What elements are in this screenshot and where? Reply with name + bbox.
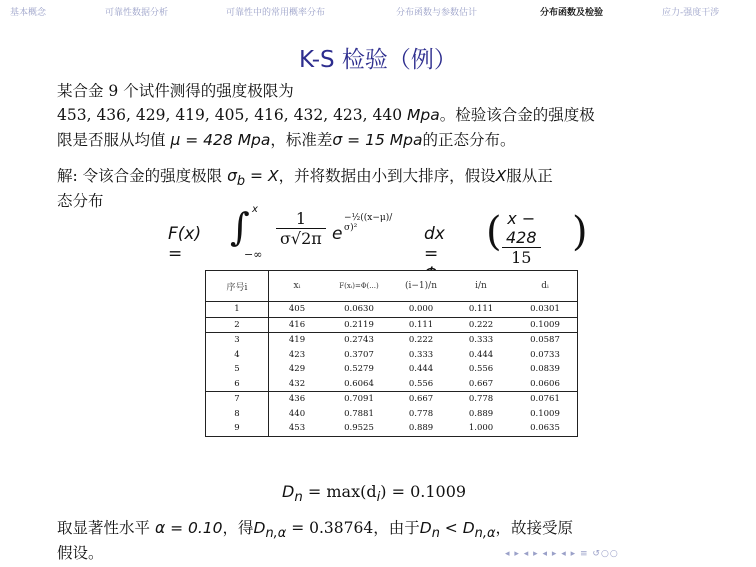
table-cell: 0.556	[468, 364, 494, 375]
unit-mpa: Mpa	[407, 106, 440, 124]
table-cell: 0.889	[468, 408, 494, 419]
problem-line-2	[57, 103, 595, 125]
sigma-value: σ = 15	[332, 131, 385, 149]
table-cell: 2	[206, 317, 269, 333]
mean-value: μ = 428	[170, 131, 233, 149]
table-cell: 0.000	[393, 302, 449, 318]
integral-sign-icon: ∫	[230, 205, 250, 249]
variable-x: X	[267, 167, 279, 185]
table-cell: 0.7091	[344, 394, 374, 405]
integral-upper-limit: x	[252, 204, 258, 215]
table-cell: 429	[288, 364, 306, 375]
table-cell: 1	[206, 302, 269, 318]
dn-value: ) = 0.1009	[380, 482, 467, 501]
table-cell: 0.6064	[325, 377, 393, 392]
col-header-index: 序号i	[206, 271, 269, 302]
table-row	[206, 392, 578, 407]
table-row	[206, 317, 578, 333]
table-cell: 432	[269, 377, 326, 392]
table-cell: 0.1009	[513, 317, 578, 333]
conclusion-text: ，得	[222, 519, 254, 537]
table-cell: 1.000	[468, 423, 494, 434]
problem-line-3	[57, 128, 515, 150]
table-cell: 0.889	[408, 423, 434, 434]
unit-mpa: Mpa	[237, 131, 271, 149]
table-cell: 423	[288, 349, 306, 360]
subscript: i	[376, 490, 381, 506]
table-cell: 0.667	[449, 377, 513, 392]
problem-line-1: 某合金 9 个试件测得的强度极限为	[57, 82, 294, 100]
right-paren: )	[572, 209, 588, 255]
conclusion-line-1	[57, 516, 573, 541]
subscript: n	[294, 490, 303, 506]
table-cell: 436	[288, 394, 306, 405]
col-header-cdf: F(xᵢ)=Φ(...)	[325, 271, 393, 302]
solution-line-2: 态分布	[57, 192, 104, 210]
slide-title: K-S 检验（例）	[299, 47, 457, 73]
table-cell: 0.2743	[344, 335, 374, 346]
table-row	[206, 421, 578, 436]
table-cell: 0.2119	[325, 317, 393, 333]
solution-line-1	[57, 164, 553, 189]
conclusion-text: ，由于	[373, 519, 420, 537]
table-cell: 0.0301	[513, 302, 578, 318]
table-cell: 8	[206, 407, 269, 422]
problem-line-2-tail: 。检验该合金的强度极	[439, 106, 595, 124]
critical-value: = 0.38764	[286, 519, 374, 537]
table-cell: 0.333	[468, 335, 494, 346]
table-row	[206, 348, 578, 363]
col-header-x: xᵢ	[269, 271, 326, 302]
conclusion-line-2: 假设。	[57, 544, 104, 562]
variable-x: X	[495, 167, 507, 185]
integral-lower-limit: −∞	[244, 248, 263, 261]
table-cell: 0.444	[468, 349, 494, 360]
dn-max: = max(d	[302, 482, 377, 501]
table-cell: 0.667	[408, 394, 434, 405]
table-cell: 0.222	[408, 335, 434, 346]
nav-item-reliability-data-analysis[interactable]: 可靠性数据分析	[105, 8, 169, 18]
problem-text: ，标准差	[270, 131, 333, 149]
nav-item-distribution-parameter-estimation[interactable]: 分布函数与参数估计	[396, 8, 478, 18]
subscript: b	[236, 174, 246, 190]
alpha-value: α = 0.10	[154, 519, 223, 537]
table-cell: 419	[288, 335, 306, 346]
table-cell: 0.0761	[530, 394, 560, 405]
dn-symbol: D	[419, 519, 432, 537]
phi-argument	[502, 209, 541, 267]
formula-lhs: F(x) =	[168, 224, 202, 264]
table-cell: 0.333	[408, 349, 434, 360]
table-cell: 7	[206, 392, 269, 407]
table-cell: 9	[206, 421, 269, 436]
problem-text: 的正态分布。	[422, 131, 516, 149]
table-row	[206, 362, 578, 377]
table-cell: 0.0839	[530, 364, 560, 375]
table-row	[206, 333, 578, 348]
dn-result	[282, 482, 466, 505]
table-cell: 0.778	[468, 394, 494, 405]
normal-coefficient	[276, 209, 326, 248]
table-cell: 0.0587	[530, 335, 560, 346]
solution-text: ，并将数据由小到大排序，假设	[278, 167, 496, 185]
table-cell: 0.1009	[530, 408, 560, 419]
critical-symbol: D	[253, 519, 266, 537]
strength-values: 453, 436, 429, 419, 405, 416, 432, 423, 440	[57, 106, 403, 124]
nav-item-basic-concepts[interactable]: 基本概念	[10, 8, 47, 18]
section-nav-bar	[0, 0, 756, 22]
table-cell: 0.556	[393, 377, 449, 392]
table-cell: 0.0606	[513, 377, 578, 392]
less-than: <	[439, 519, 463, 537]
table-cell: 453	[288, 423, 306, 434]
nav-item-stress-strength-interference[interactable]: 应力-强度干涉	[662, 8, 720, 18]
table-cell: 0.0733	[530, 349, 560, 360]
table-cell: 0.7881	[344, 408, 374, 419]
table-row	[206, 377, 578, 392]
table-cell: 0.444	[408, 364, 434, 375]
col-header-lower: (i−1)/n	[393, 271, 449, 302]
table-row	[206, 407, 578, 422]
phi-numerator: x − 428	[502, 209, 541, 248]
problem-text: 限是否服从均值	[57, 131, 166, 149]
table-cell: 0.5279	[344, 364, 374, 375]
exp-power: −½((x−μ)/σ)²	[344, 213, 393, 233]
table-cell: 0.222	[449, 317, 513, 333]
table-cell: 440	[288, 408, 306, 419]
table-cell: 0.111	[449, 302, 513, 318]
table-cell: 5	[206, 362, 269, 377]
solution-text: 服从正	[506, 167, 553, 185]
left-paren: (	[486, 209, 502, 255]
fraction-numerator: 1	[276, 209, 326, 229]
dx-phi: dx =	[424, 224, 445, 264]
table-cell: 0.778	[408, 408, 434, 419]
dn-symbol: D	[282, 482, 295, 501]
critical-symbol: D	[462, 519, 475, 537]
col-header-upper: i/n	[449, 271, 513, 302]
table-cell: 0.111	[393, 317, 449, 333]
solution-text: 解: 令该合金的强度极限	[57, 167, 223, 185]
table-cell: 3	[206, 333, 269, 348]
equals-sign: =	[245, 167, 268, 185]
table-cell: 0.9525	[344, 423, 374, 434]
table-cell: 405	[269, 302, 326, 318]
table-cell: 4	[206, 348, 269, 363]
exp-base: e	[332, 224, 343, 244]
conclusion-text: 取显著性水平	[57, 519, 151, 537]
unit-mpa: Mpa	[389, 131, 423, 149]
nav-item-common-distributions[interactable]: 可靠性中的常用概率分布	[226, 8, 326, 18]
sigma-symbol: σ	[227, 167, 237, 185]
phi-denominator: 15	[511, 248, 532, 267]
fraction-denominator: σ√2π	[280, 229, 322, 248]
slide-navigation-controls[interactable]: ◂ ▸ ◂ ▸ ◂ ▸ ◂ ▸ ≡ ↺○○	[505, 549, 619, 559]
table-cell: 416	[269, 317, 326, 333]
subscript: n,α	[474, 526, 496, 542]
subscript: n,α	[265, 526, 287, 542]
subscript: n	[431, 526, 440, 542]
table-cell: 0.3707	[344, 349, 374, 360]
table-row	[206, 302, 578, 318]
conclusion-text: ，故接受原	[495, 519, 573, 537]
table-cell: 6	[206, 377, 269, 392]
nav-item-distribution-testing[interactable]: 分布函数及检验	[540, 8, 604, 18]
col-header-d: dᵢ	[513, 271, 578, 302]
ks-data-table	[205, 270, 578, 437]
table-header-row	[206, 271, 578, 302]
table-cell: 0.0635	[530, 423, 560, 434]
table-cell: 0.0630	[325, 302, 393, 318]
